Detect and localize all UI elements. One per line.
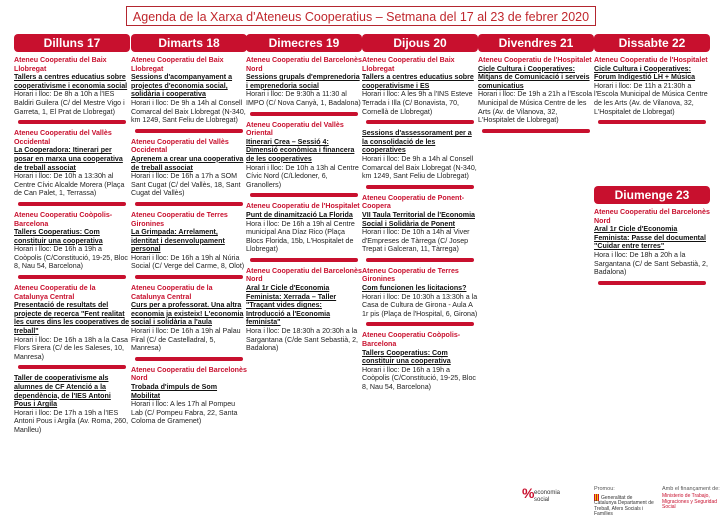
event-separator (250, 258, 358, 262)
event-details: Horari i lloc: De 10h a 14h al Viver d'Empreses de Tàrrega (C/ Josep Trepat i Galceran, 11, Tàrrega) (362, 228, 470, 254)
event-title-link[interactable]: VII Taula Territorial de l'Economia Social i Solidària de Ponent (362, 210, 475, 228)
event-details: Hora i lloc: De 18h a 20h a la Sargantana (C/ de Sant Sebastià, 2, Badalona) (594, 250, 708, 277)
event-details: Hora i lloc: De 16h a 19h al Centre municipal Ana Díaz Rico (Plaça Blocs Florida, 15b, L'Hospitalet de Llobregat) (246, 219, 355, 254)
day-header: Dijous 20 (362, 34, 478, 52)
event-separator (250, 193, 358, 197)
event-organizer: Ateneu Cooperatiu del Baix Llobregat (14, 56, 107, 73)
event-details: Horari i lloc: A les 9h a l'INS Esteve Terrada i Illa (C/ Bonavista, 70, Cornellà de Llobregat) (362, 90, 473, 116)
event-separator (366, 120, 474, 124)
event-title-link[interactable]: Punt de dinamització La Florida (246, 210, 353, 219)
footer-logos (520, 485, 720, 518)
event-separator (135, 202, 243, 206)
day-column-dissabte (594, 34, 710, 129)
event-item (362, 331, 478, 391)
ministerio-logo: Ministerio de Trabajo, Migraciones y Seguridad Social (662, 493, 718, 510)
event-title-link[interactable]: Com funcionen les licitacions? (362, 284, 467, 293)
event-title-link[interactable]: Tallers a centres educatius sobre cooperativisme i economia social (14, 73, 128, 90)
event-details: Horari i lloc: De 10h a 13:30h al Centre Cívic Alcalde Morera (Plaça de Can Palet, 1, Terrassa) (14, 172, 125, 198)
event-separator (18, 365, 126, 369)
event-details: Horari i lloc: De 10:30h a 13:30h a la Casa de Cultura de Girona - Aula A 1r pis (Plaça de l'Hospital, 6, Girona) (362, 292, 478, 318)
event-item (478, 56, 594, 125)
event-item (14, 211, 130, 271)
event-title-link[interactable]: Trobada d'impuls de Som Mobilitat (131, 383, 218, 400)
day-header: Dissabte 22 (594, 34, 710, 52)
event-separator (366, 258, 474, 262)
event-title-link[interactable]: La Grimpada: Arrelament, identitat i desenvolupament personal (131, 228, 225, 254)
event-title-link[interactable]: Tallers a centres educatius sobre cooperativisme i ES (362, 73, 474, 90)
event-details: Horari i lloc: De 16h a 19h al Palau Firal (C/ de Castelladral, 5, Manresa) (131, 327, 241, 353)
event-separator (366, 185, 474, 189)
event-organizer: Ateneu Cooperatiu Coòpolis-Barcelona (14, 210, 113, 228)
event-details: Horari i lloc: De 8h a 10h a l'IES Baldiri Guilera (C/ del Mestre Vigo i Garreta, 1, El Prat de Llobregat) (14, 90, 125, 116)
event-title-link[interactable]: Cicle Cultura i Cooperatives: Forum Indigestió LH + Música (594, 64, 696, 82)
event-details: Horari i lloc: De 19h a 21h a l'Escola Municipal de Música Centre de les Arts (Av. de Vilanova, 32, L'Hospitalet de Llobregat) (478, 90, 593, 125)
economia-social-label: economia social (534, 490, 561, 503)
event-details: Horari i lloc: De 9:30h a 11:30 al IMPO (C/ Nova Canyà, 1, Badalona) (246, 90, 361, 107)
event-item (131, 211, 247, 271)
page-title: Agenda de la Xarxa d'Ateneus Cooperatius – Setmana del 17 al 23 de febrer 2020 (126, 6, 596, 26)
event-item (246, 202, 362, 254)
event-organizer: Ateneu Cooperatiu de l'Hospitalet (478, 56, 592, 64)
event-details: Horari i lloc: De 11h a 21:30h a l'Escola Municipal de Música Centre de les Arts (Av. de Vilanova, 32, L'Hospitalet de Llobregat) (594, 81, 708, 116)
event-item (14, 56, 130, 116)
event-details: Horari i lloc: De 16h a 19h al Núria Social (C/ Verge del Carme, 8, Olot) (131, 253, 245, 271)
day-column-dimecres (246, 34, 362, 357)
promou-label: Promou: (594, 486, 615, 492)
event-separator (18, 120, 126, 124)
event-separator (18, 202, 126, 206)
event-details: Horari i lloc: De 10h a 13h al Centre Cívic Nord (C/Lledoner, 6, Granollers) (246, 163, 359, 189)
event-organizer: Ateneu Cooperatiu del Barcelonès Nord (594, 208, 710, 225)
event-details: Horari i lloc: De 16h a 19h a Coòpolis (C/Constitució, 19-25, Bloc 8, Nau 54, Barcelona) (362, 365, 476, 391)
event-separator (250, 112, 358, 116)
event-title-link[interactable]: Aprenem a crear una cooperativa de treball associat (131, 154, 244, 172)
event-details: Horari i lloc: De 9h a 14h al Consell Comarcal del Baix Llobregat (N-340, km 1249, Sant Feliu de Llobregat) (362, 154, 477, 181)
event-organizer: Ateneu Cooperatiu del Vallès Oriental (246, 120, 344, 138)
event-organizer: Ateneu Cooperatiu del Baix Llobregat (362, 56, 455, 73)
financament-label: Amb el finançament de: (662, 486, 720, 492)
event-item (131, 284, 247, 353)
event-details: Horari i lloc: De 9h a 14h al Consell Comarcal del Baix Llobregat (N-340, km 1249, Sant Feliu de Llobregat) (131, 98, 246, 125)
event-separator (598, 281, 706, 285)
event-separator (366, 322, 474, 326)
event-organizer: Ateneu Cooperatiu del Vallès Occidental (131, 137, 229, 155)
event-organizer: Ateneu Cooperatiu de la Catalunya Central (14, 284, 96, 301)
day-column-dimarts (131, 34, 247, 430)
event-separator (482, 129, 590, 133)
event-item (362, 56, 478, 116)
event-organizer: Ateneu Cooperatiu del Baix Llobregat (131, 56, 224, 73)
event-item (362, 129, 478, 181)
day-column-dilluns (14, 34, 130, 439)
event-title-link[interactable]: Curs per a professorat. Una altra economia ja existeix! L'economia social i solidària a l'aula (131, 301, 244, 327)
event-item (362, 267, 478, 319)
event-item (14, 284, 130, 361)
event-title-link[interactable]: Tallers Cooperatius: Com constituir una cooperativa (14, 228, 103, 245)
event-separator (135, 275, 243, 279)
event-title-link[interactable]: Aral 1r Cicle d'Economia Feminista: Passe del documental "Cuidar entre terres" (594, 225, 706, 251)
day-header: Divendres 21 (478, 34, 594, 52)
event-title-link[interactable]: Sessions d'acompanyament a projectes d'economia social, solidària i cooperativa (131, 73, 233, 99)
day-column-diumenge (594, 186, 710, 290)
event-item (246, 267, 362, 353)
event-details: Horari i lloc: De 16h a 19h a Coòpolis (C/Constitució, 19-25, Bloc 8, Nau 54, Barcelona) (14, 245, 128, 271)
day-column-divendres (478, 34, 594, 138)
day-header: Dimecres 19 (246, 34, 362, 52)
event-separator (598, 120, 706, 124)
event-item (362, 194, 478, 254)
event-title-link[interactable]: Tallers Cooperatius: Com constituir una cooperativa (362, 348, 451, 366)
event-organizer: Ateneu Cooperatiu del Vallès Occidental (14, 129, 112, 146)
event-item (14, 129, 130, 198)
event-item (594, 56, 710, 116)
event-title-link[interactable]: Presentació de resultats del projecte de recerca "Fent realitat les cures dins les cooperatives de treball" (14, 301, 130, 336)
event-item (246, 121, 362, 190)
generalitat-logo (594, 494, 654, 518)
event-title-link[interactable]: Cicle Cultura i Cooperatives: Mitjans de Comunicació i serveis comunicatius (478, 64, 590, 90)
event-separator (135, 357, 243, 361)
event-organizer: Ateneu Cooperatiu de Terres Gironines (362, 266, 459, 284)
event-organizer: Ateneu Cooperatiu de Ponent-Coopera (362, 193, 465, 211)
event-title-link[interactable]: Taller de cooperativisme als alumnes de CF Atenció a la dependència, de l'IES Antoni Pous i Argila (14, 374, 111, 409)
event-organizer: Ateneu Cooperatiu del Barcelonès Nord (131, 365, 247, 383)
day-column-dijous (362, 34, 478, 396)
event-item (14, 374, 130, 434)
event-details: Horari i lloc: A les 17h al Pompeu Lab (C/ Pompeu Fabra, 22, Santa Coloma de Gramenet) (131, 400, 238, 426)
generalitat-label: Generalitat de Catalunya Departament de Treball, Afers Socials i Famílies (594, 494, 654, 518)
event-item (131, 138, 247, 198)
event-organizer: Ateneu Cooperatiu de la Catalunya Central (131, 284, 213, 301)
event-item (131, 366, 247, 426)
day-header: Dimarts 18 (131, 34, 247, 52)
percent-logo-icon: % (522, 485, 535, 501)
event-organizer: Ateneu Cooperatiu Coòpolis-Barcelona (362, 331, 461, 349)
event-title-link[interactable]: Aral 1r Cicle d'Economia Feminista: Xerrada – Taller "Traçant vides dignes: Introducció a l'Economia feminista" (246, 284, 337, 327)
event-item (246, 56, 362, 108)
event-organizer: Ateneu Cooperatiu de l'Hospitalet (246, 202, 360, 211)
event-details: Horari i lloc: De 17h a 19h a l'IES Antoni Pous i Argila (Av. Roma, 260, Manlleu) (14, 408, 129, 434)
day-header: Diumenge 23 (594, 186, 710, 204)
event-details: Horari i lloc: De 16h a 18h a la Casa Flors Sirera (C/ de les Saleses, 10, Manresa) (14, 335, 128, 361)
event-details: Horari i lloc: De 16h a 17h a SOM Sant Cugat (C/ del Vallès, 18, Sant Cugat del Vallès) (131, 172, 241, 198)
event-title-link[interactable]: La Cooperadora: Itinerari per posar en marxa una cooperativa de treball associat (14, 146, 123, 172)
event-title-link[interactable]: Sessions grupals d'emprenedoria i emprenedoria social (246, 73, 360, 90)
event-details: Hora i lloc: De 18:30h a 20:30h a la Sargantana (C/de Sant Sebastià, 2, Badalona) (246, 327, 358, 353)
event-item (594, 208, 710, 277)
event-organizer: Ateneu Cooperatiu de l'Hospitalet (594, 56, 708, 64)
event-organizer: Ateneu Cooperatiu del Barcelonès Nord (246, 56, 362, 73)
event-separator (18, 275, 126, 279)
event-title-link[interactable]: Sessions d'assessorament per a la consolidació de les cooperatives (362, 129, 472, 155)
economia-social-logo (522, 485, 574, 503)
day-header: Dilluns 17 (14, 34, 130, 52)
event-organizer: Ateneu Cooperatiu de Terres Gironines (131, 210, 228, 228)
event-item (131, 56, 247, 125)
event-separator (135, 129, 243, 133)
event-title-link[interactable]: Itinerari Crea – Sessió 4: Dimensió econòmica i financera de les cooperatives (246, 137, 355, 163)
event-organizer: Ateneu Cooperatiu del Barcelonès Nord (246, 266, 362, 284)
